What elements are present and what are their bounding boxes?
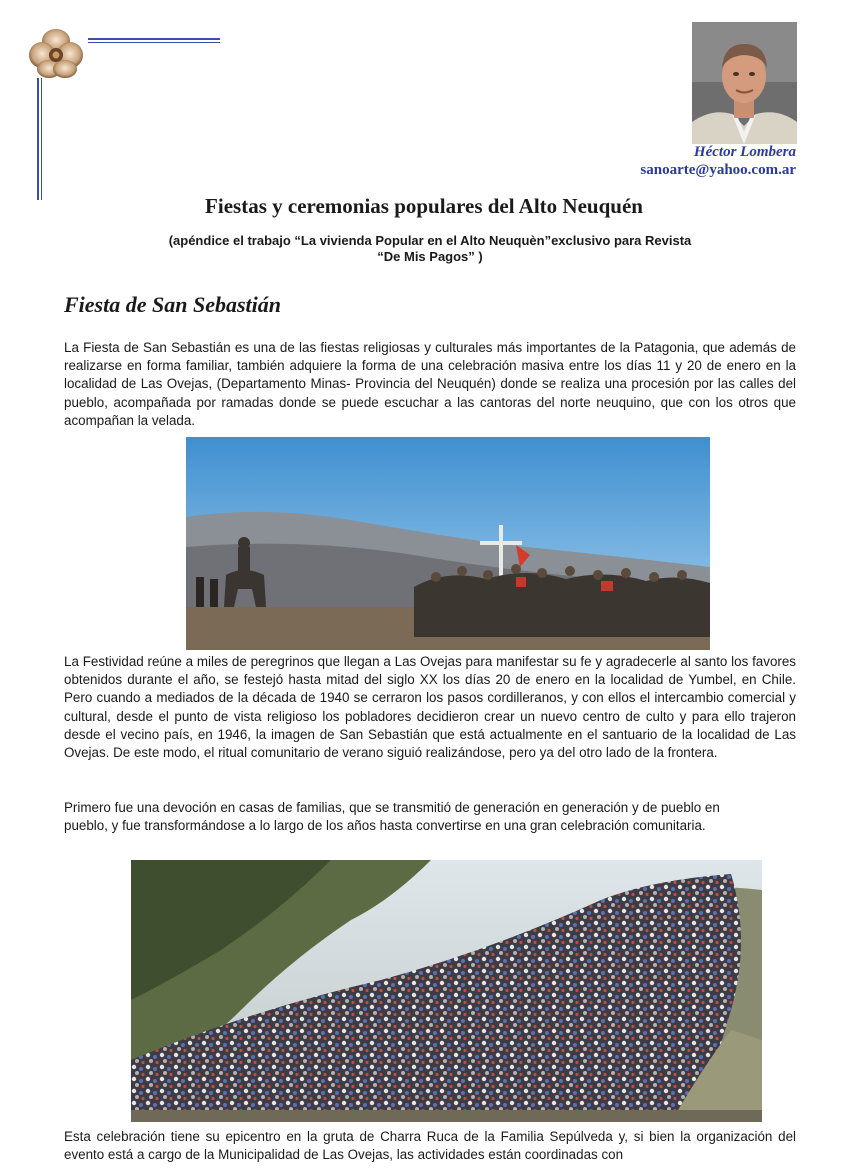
flower-logo-icon: [27, 27, 85, 79]
side-rule: [37, 78, 39, 200]
author-name: Héctor Lombera: [693, 144, 796, 160]
subtitle-line-1: (apéndice el trabajo “La vivienda Popular en el Alto Neuquèn”exclusivo para Revista: [168, 233, 692, 248]
header-rule: [88, 38, 220, 40]
author-email-link[interactable]: sanoarte@yahoo.com.ar: [640, 162, 796, 178]
paragraph-festividad: La Festividad reúne a miles de peregrinos que llegan a Las Ovejas para manifestar su fe y agradecerle al santo los favores obtenidos durante el año, se festejó hasta mitad del siglo XX los días 20 de enero en la localidad de Yumbel, en Chile. Pero cuando a mediados de la década de 1940 se cerraron los pasos cordilleranos, y con ellos el intercambio comercial y cultural, desde el punto de vista religioso los pobladores decidieron crear un nuevo centro de culto y para ello trajeron desde el vecino país, en 1946, la imagen de San Sebastián que está actualmente en el santuario de la localidad de Las Ovejas. De este modo, el ritual comunitario de verano siguió realizándose, pero ya del otro lado de la frontera.: [64, 654, 796, 761]
photo-riders-procession: [186, 437, 710, 650]
article-title: Fiestas y ceremonias populares del Alto Neuquén: [205, 194, 643, 218]
paragraph-celebracion: Esta celebración tiene su epicentro en la gruta de Charra Ruca de la Familia Sepúlveda y, si bien la organización del evento está a cargo de la Municipalidad de Las Ovejas, las actividades están coordinadas con: [64, 1129, 796, 1163]
photo-crowd-pilgrims: [131, 860, 762, 1122]
paragraph-intro: La Fiesta de San Sebastián es una de las fiestas religiosas y culturales más importantes de la Patagonia, que además de realizarse en forma familiar, también adquiere la forma de una celebración masiva entre los días 11 y 20 de enero en la localidad de Las Ovejas, (Departamento Minas- Provincia del Neuquén) donde se realiza una procesión por las calles del pueblo, acompañada por ramadas donde se puede escuchar a las cantoras del norte neuquino, que con los otros que acompañan la velada.: [64, 340, 796, 428]
author-photo: [692, 22, 797, 144]
side-rule-thin: [41, 78, 42, 200]
section-heading: Fiesta de San Sebastián: [64, 292, 281, 317]
article-subtitle: [110, 233, 750, 265]
paragraph-devocion: Primero fue una devoción en casas de familias, que se transmitió de generación en generación y de pueblo en pueblo, y fue transformándose a lo largo de los años hasta convertirse en una gran celebración comunitaria.: [64, 800, 720, 834]
header-rule-thin: [88, 42, 220, 43]
subtitle-line-2: “De Mis Pagos” ): [377, 249, 483, 264]
